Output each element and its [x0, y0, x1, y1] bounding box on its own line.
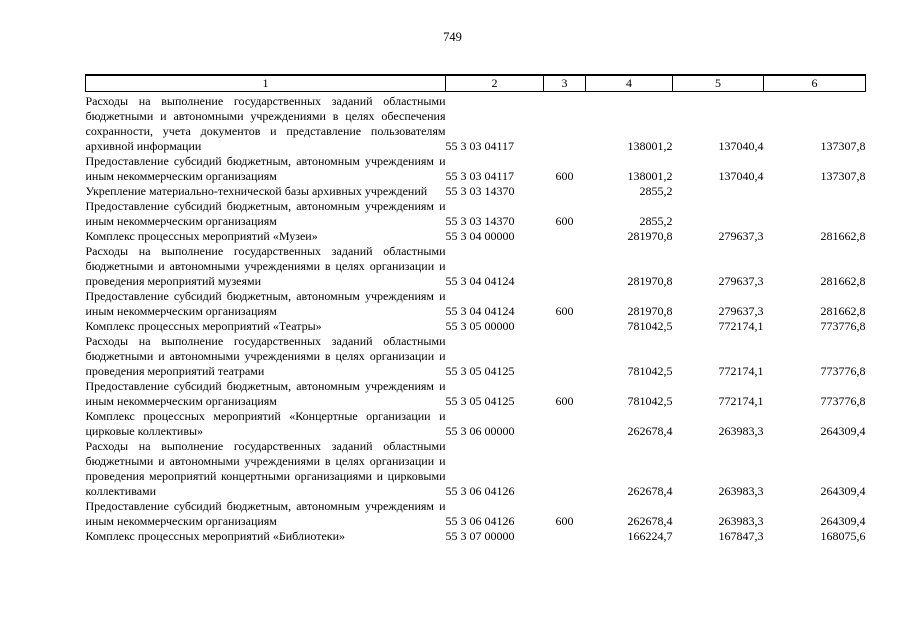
- table-body: [86, 92, 866, 545]
- row-amount-year3: 137307,8: [820, 169, 866, 183]
- row-expense-type-code: [544, 334, 586, 379]
- header-col-4: 4: [586, 75, 673, 92]
- row-classification-code: 55 3 03 04117: [445, 139, 515, 153]
- header-col-6: 6: [764, 75, 866, 92]
- row-description: Укрепление материально-технической базы архивных учреждений: [85, 184, 428, 198]
- table-row: [86, 439, 866, 499]
- row-amount-year3: [764, 199, 866, 229]
- row-description: Комплекс процессных мероприятий «Библиотеки»: [85, 529, 346, 543]
- table-row: [86, 289, 866, 319]
- row-description: Расходы на выполнение государственных заданий областными бюджетными и автономными учреждениями в целях организации и проведения мероприятий музеями: [85, 244, 446, 288]
- row-description: Предоставление субсидий бюджетным, автономным учреждениям и иным некоммерческим организациям: [85, 379, 446, 408]
- row-expense-type-code: [544, 184, 586, 199]
- row-amount-year3: [764, 184, 866, 199]
- row-description: Предоставление субсидий бюджетным, автономным учреждениям и иным некоммерческим организациям: [85, 199, 446, 228]
- row-amount-year2: 137040,4: [718, 139, 764, 153]
- row-amount-year2: 263983,3: [718, 484, 764, 498]
- row-classification-code: 55 3 04 04124: [445, 274, 515, 288]
- table-row: [86, 334, 866, 379]
- row-classification-code: 55 3 05 00000: [445, 319, 515, 333]
- row-description: Расходы на выполнение государственных заданий областными бюджетными и автономными учреждениями в целях организации и проведения мероприятий театрами: [85, 334, 446, 378]
- row-amount-year1: 2855,2: [639, 184, 673, 198]
- table-row: [86, 409, 866, 439]
- row-expense-type-code: 600: [555, 214, 574, 228]
- row-amount-year1: 781042,5: [627, 364, 673, 378]
- row-amount-year2: [673, 199, 764, 229]
- row-amount-year3: 281662,8: [820, 304, 866, 318]
- row-amount-year3: 168075,6: [820, 529, 866, 543]
- page-number: 749: [443, 30, 462, 44]
- row-amount-year1: 281970,8: [627, 229, 673, 243]
- row-amount-year1: 262678,4: [627, 424, 673, 438]
- row-expense-type-code: [544, 439, 586, 499]
- row-amount-year1: 781042,5: [627, 319, 673, 333]
- row-amount-year1: 281970,8: [627, 274, 673, 288]
- header-col-2: 2: [446, 75, 544, 92]
- table-header-row: [86, 75, 866, 92]
- row-amount-year3: 773776,8: [820, 319, 866, 333]
- row-amount-year3: 773776,8: [820, 394, 866, 408]
- row-amount-year3: 264309,4: [820, 424, 866, 438]
- row-expense-type-code: [544, 244, 586, 289]
- table-header: [86, 75, 866, 92]
- row-amount-year1: 138001,2: [627, 169, 673, 183]
- row-amount-year1: 166224,7: [627, 529, 673, 543]
- row-amount-year3: 281662,8: [820, 229, 866, 243]
- budget-table: [85, 74, 866, 544]
- row-amount-year3: 264309,4: [820, 484, 866, 498]
- row-expense-type-code: 600: [555, 169, 574, 183]
- row-amount-year2: [673, 184, 764, 199]
- row-amount-year2: 772174,1: [718, 319, 764, 333]
- row-amount-year1: 2855,2: [639, 214, 673, 228]
- row-amount-year2: 279637,3: [718, 304, 764, 318]
- row-classification-code: 55 3 05 04125: [445, 394, 515, 408]
- row-amount-year2: 167847,3: [718, 529, 764, 543]
- row-amount-year2: 263983,3: [718, 514, 764, 528]
- row-classification-code: 55 3 04 00000: [445, 229, 515, 243]
- table-row: [86, 199, 866, 229]
- table-row: [86, 529, 866, 544]
- row-amount-year2: 263983,3: [718, 424, 764, 438]
- row-amount-year1: 281970,8: [627, 304, 673, 318]
- row-description: Расходы на выполнение государственных заданий областными бюджетными и автономными учреждениями в целях организации и проведения мероприятий концертными организациями и цирковыми коллективами: [85, 439, 446, 498]
- row-amount-year3: 773776,8: [820, 364, 866, 378]
- row-amount-year2: 279637,3: [718, 274, 764, 288]
- row-expense-type-code: 600: [555, 394, 574, 408]
- row-amount-year1: 262678,4: [627, 484, 673, 498]
- row-description: Комплекс процессных мероприятий «Музеи»: [85, 229, 318, 243]
- row-expense-type-code: [544, 229, 586, 244]
- row-expense-type-code: [544, 529, 586, 544]
- row-expense-type-code: 600: [555, 304, 574, 318]
- row-description: Предоставление субсидий бюджетным, автономным учреждениям и иным некоммерческим организациям: [85, 499, 446, 528]
- row-amount-year2: 772174,1: [718, 364, 764, 378]
- row-classification-code: 55 3 07 00000: [445, 529, 515, 543]
- row-classification-code: 55 3 03 14370: [445, 214, 515, 228]
- table-row: [86, 319, 866, 334]
- row-classification-code: 55 3 03 14370: [445, 184, 515, 198]
- row-description: Предоставление субсидий бюджетным, автономным учреждениям и иным некоммерческим организациям: [85, 289, 446, 318]
- row-expense-type-code: [544, 409, 586, 439]
- table-row: [86, 154, 866, 184]
- row-expense-type-code: [544, 92, 586, 155]
- row-classification-code: 55 3 06 04126: [445, 484, 515, 498]
- row-description: Расходы на выполнение государственных заданий областными бюджетными и автономными учреждениями в целях обеспечения сохранности, учета документов и представление пользователям архивной информации: [85, 94, 446, 153]
- table-row: [86, 92, 866, 155]
- table-row: [86, 184, 866, 199]
- row-classification-code: 55 3 03 04117: [445, 169, 515, 183]
- row-amount-year1: 781042,5: [627, 394, 673, 408]
- row-description: Предоставление субсидий бюджетным, автономным учреждениям и иным некоммерческим организациям: [85, 154, 446, 183]
- row-amount-year1: 138001,2: [627, 139, 673, 153]
- header-col-1: 1: [86, 75, 446, 92]
- row-classification-code: 55 3 06 00000: [445, 424, 515, 438]
- row-amount-year2: 772174,1: [718, 394, 764, 408]
- row-description: Комплекс процессных мероприятий «Театры»: [85, 319, 322, 333]
- row-amount-year3: 137307,8: [820, 139, 866, 153]
- row-description: Комплекс процессных мероприятий «Концертные организации и цирковые коллективы»: [85, 409, 446, 438]
- row-amount-year3: 264309,4: [820, 514, 866, 528]
- row-classification-code: 55 3 05 04125: [445, 364, 515, 378]
- row-amount-year3: 281662,8: [820, 274, 866, 288]
- row-amount-year2: 279637,3: [718, 229, 764, 243]
- row-classification-code: 55 3 06 04126: [445, 514, 515, 528]
- row-expense-type-code: 600: [555, 514, 574, 528]
- header-col-5: 5: [673, 75, 764, 92]
- row-expense-type-code: [544, 319, 586, 334]
- row-amount-year1: 262678,4: [627, 514, 673, 528]
- table-row: [86, 229, 866, 244]
- table-row: [86, 379, 866, 409]
- table-row: [86, 499, 866, 529]
- row-classification-code: 55 3 04 04124: [445, 304, 515, 318]
- row-amount-year2: 137040,4: [718, 169, 764, 183]
- header-col-3: 3: [544, 75, 586, 92]
- table-row: [86, 244, 866, 289]
